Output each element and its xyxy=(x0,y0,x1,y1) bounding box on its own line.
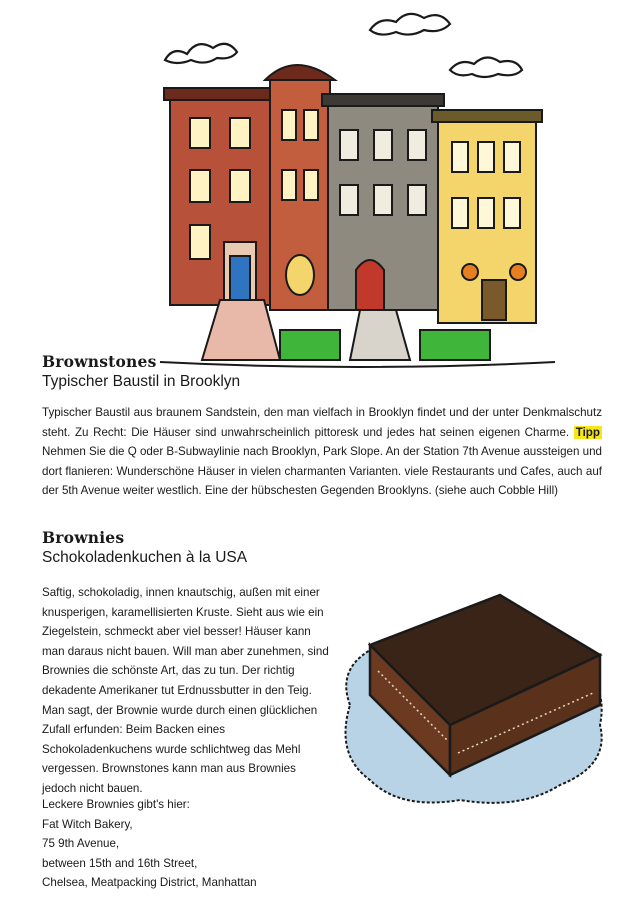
bakery-district: Chelsea, Meatpacking District, Manhattan xyxy=(42,876,257,890)
stone-house xyxy=(322,94,444,360)
brownstones-lead: Typischer Baustil aus braunem Sandstein, den man vielfach in Brooklyn findet und der unter Denkmalschutz steht. Zu Recht: Die Häuser sind unwahrscheinlich pittoresk und jedes hat seinen eigenen Charme. xyxy=(42,406,602,439)
brownstones-text xyxy=(42,403,602,501)
brownies-subtitle: Schokoladenkuchen à la USA xyxy=(42,549,248,566)
yellow-house xyxy=(432,110,542,323)
brownstones-title: Brownstones xyxy=(42,352,157,371)
bakery-info xyxy=(42,795,342,893)
tip-text: Nehmen Sie die Q oder B-Subwaylinie nach Brooklyn, Park Slope. An der Station 7th Avenue aussteigen und dort flanieren: Wunderschöne Häuser in vielen charmanten Varianten. viele Restaurants und Cafes, auch auf der 5th Avenue weiter westlich. Eine der hübschesten Gegenden Brooklyns. (siehe auch Cobble Hill) xyxy=(42,445,602,498)
bakery-cross-streets: between 15th and 16th Street, xyxy=(42,856,198,870)
tip-label: Tipp xyxy=(575,425,600,439)
brownies-text: Saftig, schokoladig, innen knautschig, außen mit einer knusperigen, karamellisierten Kruste. Sieht aus wie ein Ziegelstein, schmeckt aber viel besser! Häuser kann man daraus nicht bauen. Will man aber zunehmen, sind Brownies die schönste Art, das zu tun. Der richtig dekadente Amerikaner tut Erdnussbutter in den Teig. Man sagt, der Brownie wurde durch einen glücklichen Zufall erfunden: Beim Backen eines Schokoladenkuchens wurde schlichtweg das Mehl vergessen. Brownstones kann man aus Brownies jedoch nicht bauen. xyxy=(42,586,329,795)
bakery-where-label: Leckere Brownies gibt's hier: xyxy=(42,798,190,811)
cloud-right xyxy=(450,57,522,77)
brownie-illustration xyxy=(330,585,615,810)
ground-line xyxy=(160,362,555,367)
stoop-steps xyxy=(202,300,280,360)
bakery-address: 75 9th Avenue, xyxy=(42,837,120,851)
brownies-title: Brownies xyxy=(42,528,125,547)
brownstones-subtitle: Typischer Baustil in Brooklyn xyxy=(42,373,241,390)
brick-house xyxy=(164,88,286,305)
bakery-name: Fat Witch Bakery, xyxy=(42,817,133,831)
cloud-center xyxy=(370,14,450,35)
brownstones-illustration xyxy=(160,10,555,375)
cloud-left xyxy=(165,44,237,63)
